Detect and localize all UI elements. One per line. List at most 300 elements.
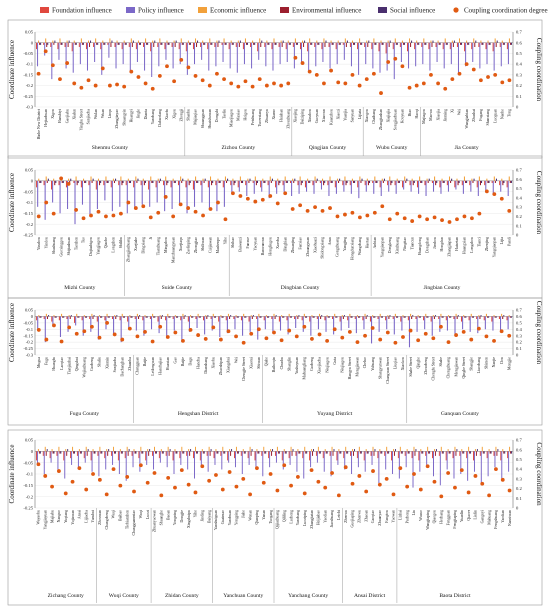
bar-foundation-influence bbox=[275, 451, 276, 456]
bar-foundation-influence bbox=[271, 43, 272, 49]
bar-environmental-influence bbox=[396, 316, 397, 317]
bar-social-influence bbox=[456, 449, 457, 451]
bar-economic-influence bbox=[409, 38, 410, 42]
coupling-point bbox=[97, 210, 101, 214]
bar-economic-influence bbox=[107, 314, 108, 317]
bar-economic-influence bbox=[90, 177, 91, 181]
y-tick-label: -0.2 bbox=[25, 83, 33, 89]
bar-social-influence bbox=[119, 43, 120, 45]
bar-environmental-influence bbox=[502, 181, 503, 185]
bar-policy-influence bbox=[208, 43, 209, 71]
bar-foundation-influence bbox=[148, 181, 149, 190]
bar-social-influence bbox=[108, 181, 109, 183]
bar-foundation-influence bbox=[316, 451, 317, 456]
bar-policy-influence bbox=[244, 43, 245, 64]
coupling-point bbox=[298, 203, 302, 207]
coupling-point bbox=[321, 209, 325, 213]
coupling-point bbox=[51, 63, 55, 67]
bar-environmental-influence bbox=[443, 181, 444, 183]
coupling-point bbox=[58, 77, 62, 81]
bar-economic-influence bbox=[240, 177, 241, 181]
bar-environmental-influence bbox=[481, 43, 482, 45]
bar-economic-influence bbox=[372, 315, 373, 316]
bar-economic-influence bbox=[292, 179, 293, 181]
bar-economic-influence bbox=[38, 179, 39, 181]
bar-foundation-influence bbox=[50, 43, 51, 47]
x-tick-label: Kuanzhou bbox=[329, 109, 334, 125]
bar-economic-influence bbox=[213, 314, 214, 317]
bar-policy-influence bbox=[310, 451, 311, 467]
x-tick-label: Wuqi bbox=[139, 510, 144, 519]
coupling-point bbox=[492, 339, 496, 343]
coupling-point bbox=[433, 480, 437, 484]
bar-foundation-influence bbox=[336, 43, 337, 49]
x-tick-label: Wuan bbox=[100, 109, 105, 119]
bar-social-influence bbox=[421, 181, 422, 183]
y-tick-label: 0 bbox=[30, 178, 33, 184]
bar-economic-influence bbox=[52, 41, 53, 43]
bar-economic-influence bbox=[307, 179, 308, 181]
coupling-point bbox=[344, 465, 348, 469]
bar-social-influence bbox=[369, 181, 370, 183]
bar-social-influence bbox=[40, 451, 41, 453]
bar-social-influence bbox=[272, 179, 273, 181]
bar-economic-influence bbox=[86, 447, 87, 452]
x-tick-label: Tianzhuang bbox=[156, 237, 161, 256]
bar-economic-influence bbox=[352, 449, 353, 451]
bar-foundation-influence bbox=[88, 181, 89, 185]
bar-social-influence bbox=[340, 43, 341, 45]
bar-policy-influence bbox=[372, 451, 373, 465]
bar-foundation-influence bbox=[279, 43, 280, 47]
x-tick-label: Chengjie Street bbox=[241, 357, 246, 382]
bar-environmental-influence bbox=[128, 451, 129, 456]
bar-foundation-influence bbox=[186, 451, 187, 456]
bar-foundation-influence bbox=[415, 316, 416, 319]
bar-policy-influence bbox=[406, 451, 407, 467]
bar-foundation-influence bbox=[484, 181, 485, 185]
bar-social-influence bbox=[468, 43, 469, 45]
bar-policy-influence bbox=[80, 43, 81, 64]
bar-policy-influence bbox=[167, 451, 168, 467]
x-tick-label: Chengfu Street bbox=[431, 357, 436, 381]
x-tick-label: Miaojiagou bbox=[229, 109, 234, 127]
coupling-point bbox=[373, 211, 377, 215]
coupling-point bbox=[450, 77, 454, 81]
coupling-point bbox=[272, 82, 276, 86]
bar-economic-influence bbox=[365, 314, 366, 317]
bar-policy-influence bbox=[237, 43, 238, 73]
coupling-point bbox=[358, 215, 362, 219]
bar-policy-influence bbox=[358, 43, 359, 75]
coupling-point bbox=[405, 485, 409, 489]
x-tick-label: Xinmin bbox=[105, 357, 110, 369]
bar-social-influence bbox=[402, 451, 403, 453]
bar-environmental-influence bbox=[92, 181, 93, 183]
bar-foundation-influence bbox=[457, 43, 458, 47]
bar-environmental-influence bbox=[217, 43, 218, 47]
coupling-point bbox=[216, 201, 220, 205]
bar-policy-influence bbox=[75, 316, 76, 325]
coupling-point bbox=[276, 202, 280, 206]
bar-social-influence bbox=[406, 179, 407, 181]
bar-foundation-influence bbox=[446, 316, 447, 320]
bar-economic-influence bbox=[88, 41, 89, 43]
bar-foundation-influence bbox=[264, 43, 265, 47]
bar-foundation-influence bbox=[157, 43, 158, 47]
bar-environmental-influence bbox=[144, 181, 145, 185]
bar-policy-influence bbox=[365, 43, 366, 64]
bar-foundation-influence bbox=[138, 451, 139, 458]
bar-environmental-influence bbox=[305, 316, 306, 317]
bar-policy-influence bbox=[415, 43, 416, 67]
bar-economic-influence bbox=[258, 314, 259, 317]
x-tick-label: Zhaoan bbox=[364, 510, 369, 522]
bar-foundation-influence bbox=[207, 451, 208, 456]
coupling-point bbox=[126, 201, 130, 205]
coupling-point bbox=[393, 341, 397, 345]
bar-policy-influence bbox=[424, 316, 425, 329]
bar-economic-influence bbox=[345, 38, 346, 42]
bar-foundation-influence bbox=[127, 316, 128, 321]
bar-economic-influence bbox=[373, 38, 374, 42]
bar-policy-influence bbox=[37, 316, 38, 329]
coupling-point bbox=[276, 489, 280, 493]
bar-policy-influence bbox=[254, 181, 255, 194]
bar-foundation-influence bbox=[312, 181, 313, 185]
x-tick-label: Shangyunwan bbox=[378, 357, 383, 380]
bar-policy-influence bbox=[242, 451, 243, 474]
coupling-point bbox=[403, 216, 407, 220]
bar-environmental-influence bbox=[115, 316, 116, 319]
bar-policy-influence bbox=[487, 43, 488, 64]
bar-environmental-influence bbox=[135, 451, 136, 453]
x-tick-label: Yanchang bbox=[150, 109, 155, 125]
bar-social-influence bbox=[276, 315, 277, 316]
x-tick-label: Xuejiahe bbox=[134, 237, 139, 252]
legend-label: Policy influence bbox=[138, 6, 184, 15]
bar-policy-influence bbox=[444, 43, 445, 69]
bar-environmental-influence bbox=[275, 316, 276, 319]
bar-foundation-influence bbox=[393, 316, 394, 319]
bar-social-influence bbox=[183, 451, 184, 453]
bar-foundation-influence bbox=[264, 316, 265, 320]
bar-environmental-influence bbox=[446, 43, 447, 45]
bar-social-influence bbox=[245, 451, 246, 453]
bar-policy-influence bbox=[317, 451, 318, 462]
bar-environmental-influence bbox=[118, 43, 119, 45]
x-tick-label: Wujiazhuang bbox=[82, 357, 87, 378]
bar-foundation-influence bbox=[364, 451, 365, 460]
x-tick-label: Shanhu bbox=[186, 109, 191, 121]
bar-environmental-influence bbox=[226, 181, 227, 183]
x-tick-label: Kouyuan bbox=[400, 109, 405, 124]
coupling-point bbox=[371, 469, 375, 473]
bar-social-influence bbox=[197, 41, 198, 43]
legend-item bbox=[126, 7, 184, 15]
bar-economic-influence bbox=[45, 38, 46, 42]
bar-economic-influence bbox=[245, 38, 246, 42]
bar-environmental-influence bbox=[248, 181, 249, 183]
bar-environmental-influence bbox=[289, 43, 290, 45]
coupling-point bbox=[433, 215, 437, 219]
bar-policy-influence bbox=[74, 181, 75, 224]
bar-social-influence bbox=[306, 451, 307, 453]
bar-policy-influence bbox=[265, 43, 266, 67]
bar-policy-influence bbox=[179, 181, 180, 205]
coupling-point bbox=[134, 206, 138, 210]
y-tick-label: -0.3 bbox=[25, 104, 33, 110]
bar-economic-influence bbox=[188, 41, 189, 43]
bar-environmental-influence bbox=[260, 43, 261, 47]
x-tick-label: Dingxiang bbox=[141, 237, 146, 254]
bar-environmental-influence bbox=[271, 451, 272, 456]
bar-policy-influence bbox=[97, 181, 98, 209]
coupling-point bbox=[201, 78, 205, 82]
bar-environmental-influence bbox=[394, 451, 395, 456]
x-tick-label: Nanniwan bbox=[507, 510, 512, 526]
x-tick-label: Mahuang bbox=[487, 510, 492, 525]
bar-foundation-influence bbox=[436, 43, 437, 47]
x-tick-label: Longzhen bbox=[111, 237, 116, 253]
x-tick-label: Jinding bbox=[200, 510, 205, 522]
bar-foundation-influence bbox=[271, 316, 272, 319]
bar-policy-influence bbox=[119, 451, 120, 474]
bar-policy-influence bbox=[194, 43, 195, 64]
bar-environmental-influence bbox=[114, 181, 115, 183]
bar-economic-influence bbox=[165, 177, 166, 181]
x-tick-label: Qililing bbox=[282, 510, 287, 523]
x-tick-label: Binhe New District bbox=[36, 109, 41, 140]
x-tick-label: Qingshui bbox=[74, 357, 79, 372]
coupling-point bbox=[258, 77, 262, 81]
coupling-point bbox=[255, 466, 259, 470]
bar-policy-influence bbox=[413, 451, 414, 487]
bar-economic-influence bbox=[161, 449, 162, 451]
bar-social-influence bbox=[299, 451, 300, 453]
bar-social-influence bbox=[511, 316, 512, 317]
bar-social-influence bbox=[116, 315, 117, 316]
y2-tick-label: 0.4 bbox=[516, 61, 522, 67]
x-tick-label: Mengjie bbox=[507, 357, 512, 370]
group-label: Hengshan District bbox=[177, 411, 219, 417]
bar-foundation-influence bbox=[142, 316, 143, 320]
coupling-point bbox=[90, 325, 94, 329]
bar-environmental-influence bbox=[510, 43, 511, 45]
bar-environmental-influence bbox=[99, 181, 100, 185]
bar-social-influence bbox=[69, 41, 70, 43]
bar-policy-influence bbox=[508, 451, 509, 471]
bar-foundation-influence bbox=[417, 181, 418, 188]
y-tick-label: -0.1 bbox=[25, 61, 33, 67]
x-tick-label: Yuqiang bbox=[63, 510, 68, 523]
bar-economic-influence bbox=[238, 41, 239, 43]
x-tick-label: Yihe bbox=[193, 510, 198, 518]
bar-economic-influence bbox=[454, 447, 455, 452]
bar-environmental-influence bbox=[404, 316, 405, 317]
bar-policy-influence bbox=[315, 43, 316, 67]
coupling-point bbox=[302, 325, 306, 329]
x-tick-label: Yuanlin bbox=[459, 510, 464, 523]
bar-social-influence bbox=[70, 179, 71, 181]
bar-economic-influence bbox=[482, 447, 483, 452]
bar-economic-influence bbox=[159, 38, 160, 42]
x-tick-label: Leilongwan bbox=[150, 357, 155, 376]
coupling-point bbox=[487, 493, 491, 497]
coupling-point bbox=[301, 61, 305, 65]
bar-foundation-influence bbox=[89, 316, 90, 319]
bar-economic-influence bbox=[389, 177, 390, 181]
bar-environmental-influence bbox=[487, 316, 488, 317]
bar-policy-influence bbox=[371, 316, 372, 343]
bar-environmental-influence bbox=[278, 181, 279, 185]
x-tick-label: Xiamo bbox=[272, 109, 277, 120]
x-tick-label: Zhongji bbox=[179, 109, 184, 122]
bar-environmental-influence bbox=[335, 316, 336, 317]
y2-tick-label: 0.7 bbox=[516, 167, 522, 173]
bar-social-influence bbox=[215, 316, 216, 317]
x-tick-label: Gucheng bbox=[310, 357, 315, 372]
bar-policy-influence bbox=[328, 181, 329, 196]
bar-social-influence bbox=[268, 316, 269, 317]
coupling-point bbox=[200, 464, 204, 468]
x-tick-label: Chengzhuang bbox=[446, 357, 451, 379]
bar-economic-influence bbox=[329, 177, 330, 181]
bar-social-influence bbox=[481, 181, 482, 183]
bar-environmental-influence bbox=[316, 181, 317, 183]
bar-foundation-influence bbox=[241, 451, 242, 456]
bar-foundation-influence bbox=[72, 43, 73, 52]
bar-economic-influence bbox=[150, 177, 151, 181]
x-tick-label: Mengjiawan bbox=[355, 357, 360, 377]
bar-social-influence bbox=[40, 181, 41, 183]
bar-economic-influence bbox=[137, 314, 138, 317]
bar-environmental-influence bbox=[457, 316, 458, 319]
bar-social-influence bbox=[480, 315, 481, 316]
bar-environmental-influence bbox=[360, 451, 361, 453]
bar-foundation-influence bbox=[125, 451, 126, 458]
coupling-point bbox=[57, 469, 61, 473]
bar-foundation-influence bbox=[188, 316, 189, 321]
bar-social-influence bbox=[391, 181, 392, 183]
bar-social-influence bbox=[108, 449, 109, 451]
bar-economic-influence bbox=[489, 449, 490, 451]
legend-marker bbox=[453, 7, 458, 12]
bar-environmental-influence bbox=[296, 43, 297, 45]
x-tick-label: Wangchang bbox=[358, 237, 363, 256]
bar-policy-influence bbox=[381, 181, 382, 196]
x-tick-label: Tiebianzhen bbox=[125, 510, 130, 530]
bar-foundation-influence bbox=[283, 181, 284, 185]
bar-environmental-influence bbox=[225, 43, 226, 45]
x-tick-label: Hanshiyi bbox=[58, 109, 63, 124]
x-tick-label: Wangjiabian bbox=[464, 109, 469, 129]
bar-social-influence bbox=[458, 315, 459, 316]
bar-environmental-influence bbox=[138, 316, 139, 319]
coupling-point bbox=[104, 215, 108, 219]
bar-economic-influence bbox=[45, 447, 46, 452]
bar-social-influence bbox=[503, 181, 504, 183]
x-tick-label: Yuhuang bbox=[370, 357, 375, 371]
x-tick-label: Fengguan bbox=[446, 510, 451, 526]
bar-foundation-influence bbox=[50, 451, 51, 458]
x-tick-label: Huangyi bbox=[129, 109, 134, 123]
x-tick-label: Hongdun bbox=[440, 237, 445, 252]
y2-tick-label: 0 bbox=[516, 505, 519, 511]
bar-economic-influence bbox=[243, 314, 244, 317]
coupling-point bbox=[401, 64, 405, 68]
bar-social-influence bbox=[182, 179, 183, 181]
bar-foundation-influence bbox=[236, 43, 237, 47]
coupling-point bbox=[89, 214, 93, 218]
bar-economic-influence bbox=[270, 449, 271, 451]
bar-environmental-influence bbox=[420, 181, 421, 183]
bar-policy-influence bbox=[372, 43, 373, 69]
bar-policy-influence bbox=[280, 43, 281, 64]
bar-social-influence bbox=[450, 451, 451, 453]
bar-economic-influence bbox=[478, 315, 479, 316]
bar-environmental-influence bbox=[353, 43, 354, 45]
bar-economic-influence bbox=[395, 38, 396, 42]
x-tick-label: Shangjie bbox=[469, 357, 474, 371]
bar-foundation-influence bbox=[57, 43, 58, 49]
coupling-point bbox=[463, 215, 467, 219]
coupling-point bbox=[447, 340, 451, 344]
y-axis-title: Coordinate influence bbox=[8, 173, 16, 232]
bar-environmental-influence bbox=[125, 43, 126, 45]
bar-policy-influence bbox=[223, 43, 224, 62]
bar-policy-influence bbox=[379, 43, 380, 73]
bar-social-influence bbox=[409, 451, 410, 453]
bar-foundation-influence bbox=[254, 451, 255, 460]
bar-environmental-influence bbox=[100, 316, 101, 317]
y-axis-title: Coordinate influence bbox=[8, 303, 16, 362]
bar-economic-influence bbox=[471, 179, 472, 181]
x-tick-label: Guta bbox=[332, 357, 337, 365]
bar-environmental-influence bbox=[460, 43, 461, 45]
x-tick-label: Changwan Street bbox=[386, 357, 391, 384]
bar-environmental-influence bbox=[310, 43, 311, 45]
coupling-point bbox=[436, 82, 440, 86]
bar-economic-influence bbox=[509, 315, 510, 316]
group-label: Jingbian County bbox=[423, 285, 461, 291]
bar-environmental-influence bbox=[182, 43, 183, 45]
coupling-point bbox=[235, 485, 239, 489]
y-tick-label: 0.05 bbox=[24, 437, 33, 443]
bar-social-influence bbox=[156, 451, 157, 453]
x-tick-label: Chunhu bbox=[279, 357, 284, 370]
bar-foundation-influence bbox=[476, 316, 477, 319]
bar-policy-influence bbox=[151, 316, 152, 329]
coupling-point bbox=[151, 87, 155, 91]
coupling-point bbox=[315, 73, 319, 77]
bar-social-influence bbox=[238, 451, 239, 453]
bar-policy-influence bbox=[439, 316, 440, 331]
bar-policy-influence bbox=[64, 451, 65, 478]
coupling-point bbox=[415, 84, 419, 88]
bar-environmental-influence bbox=[189, 451, 190, 456]
x-tick-label: Heijiabao bbox=[316, 510, 321, 526]
x-tick-label: Shiliwan bbox=[201, 237, 206, 251]
bar-policy-influence bbox=[318, 316, 319, 329]
bar-environmental-influence bbox=[390, 181, 391, 185]
bar-social-influence bbox=[474, 179, 475, 181]
bar-economic-influence bbox=[468, 447, 469, 452]
bar-foundation-influence bbox=[377, 451, 378, 458]
bar-policy-influence bbox=[139, 451, 140, 471]
bar-environmental-influence bbox=[60, 43, 61, 45]
bar-environmental-influence bbox=[210, 43, 211, 45]
